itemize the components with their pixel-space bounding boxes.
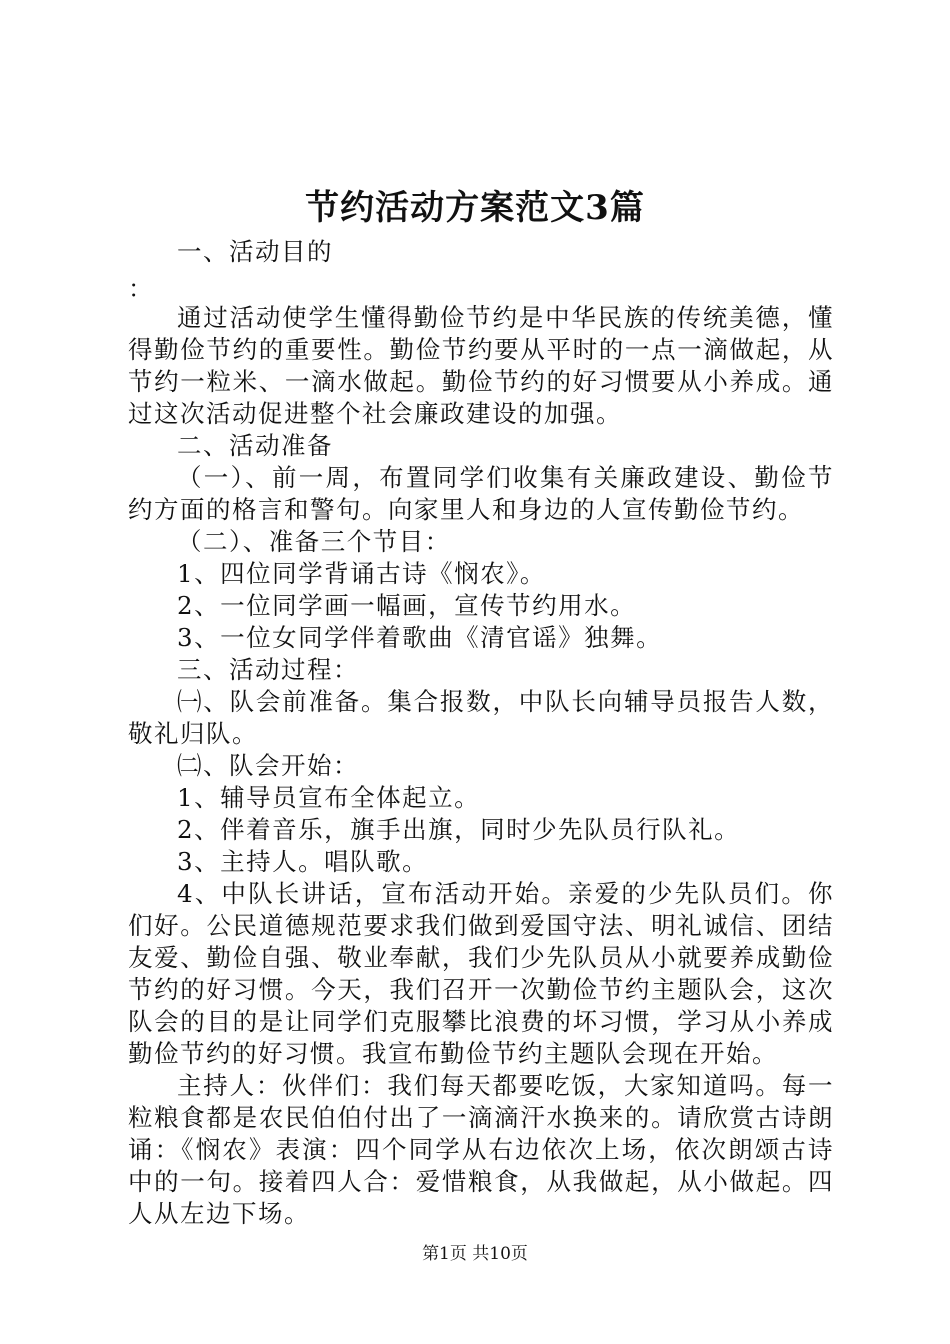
document-body (128, 236, 834, 1230)
paragraph: 3、主持人。唱队歌。 (177, 847, 429, 876)
paragraph: （一）、前一周，布置同学们收集有关廉政建设、勤俭节约方面的格言和警句。向家里人和身边的人宣传勤俭节约。 (128, 463, 834, 524)
paragraph: 1、辅导员宣布全体起立。 (177, 783, 481, 812)
paragraph: 通过活动使学生懂得勤俭节约是中华民族的传统美德，懂得勤俭节约的重要性。勤俭节约要从平时的一点一滴做起，从节约一粒米、一滴水做起。勤俭节约的好习惯要从小养成。通过这次活动促进整个社会廉政建设的加强。 (128, 303, 834, 428)
page-footer: 第1页 共10页 (422, 1244, 528, 1264)
paragraph: ： (128, 274, 154, 303)
paragraph: 4、中队长讲话，宣布活动开始。亲爱的少先队员们。你们好。公民道德规范要求我们做到爱国守法、明礼诚信、团结友爱、勤俭自强、敬业奉献，我们少先队员从小就要养成勤俭节约的好习惯。今天，我们召开一次勤俭节约主题队会，这次队会的目的是让同学们克服攀比浪费的坏习惯，学习从小养成勤俭节约的好习惯。我宣布勤俭节约主题队会现在开始。 (128, 879, 834, 1068)
paragraph: （二）、准备三个节目： (177, 527, 451, 556)
paragraph: ㈡、队会开始： (177, 751, 359, 780)
paragraph: 二、活动准备 (177, 431, 333, 460)
paragraph: 2、伴着音乐，旗手出旗，同时少先队员行队礼。 (177, 815, 741, 844)
paragraph: 主持人：伙伴们：我们每天都要吃饭，大家知道吗。每一粒粮食都是农民伯伯付出了一滴滴汗水换来的。请欣赏古诗朗诵：《悯农》表演：四个同学从右边依次上场，依次朗颂古诗中的一句。接着四人合：爱惜粮食，从我做起，从小做起。四人从左边下场。 (128, 1071, 834, 1228)
paragraph: 一、活动目的 (177, 237, 333, 266)
paragraph: ㈠、队会前准备。集合报数，中队长向辅导员报告人数，敬礼归队。 (128, 687, 834, 748)
paragraph: 3、一位女同学伴着歌曲《清官谣》独舞。 (177, 623, 663, 652)
paragraph: 1、四位同学背诵古诗《悯农》。 (177, 559, 546, 588)
page-title: 节约活动方案范文3篇 (305, 188, 645, 228)
paragraph: 2、一位同学画一幅画，宣传节约用水。 (177, 591, 637, 620)
paragraph: 三、活动过程： (177, 655, 359, 684)
